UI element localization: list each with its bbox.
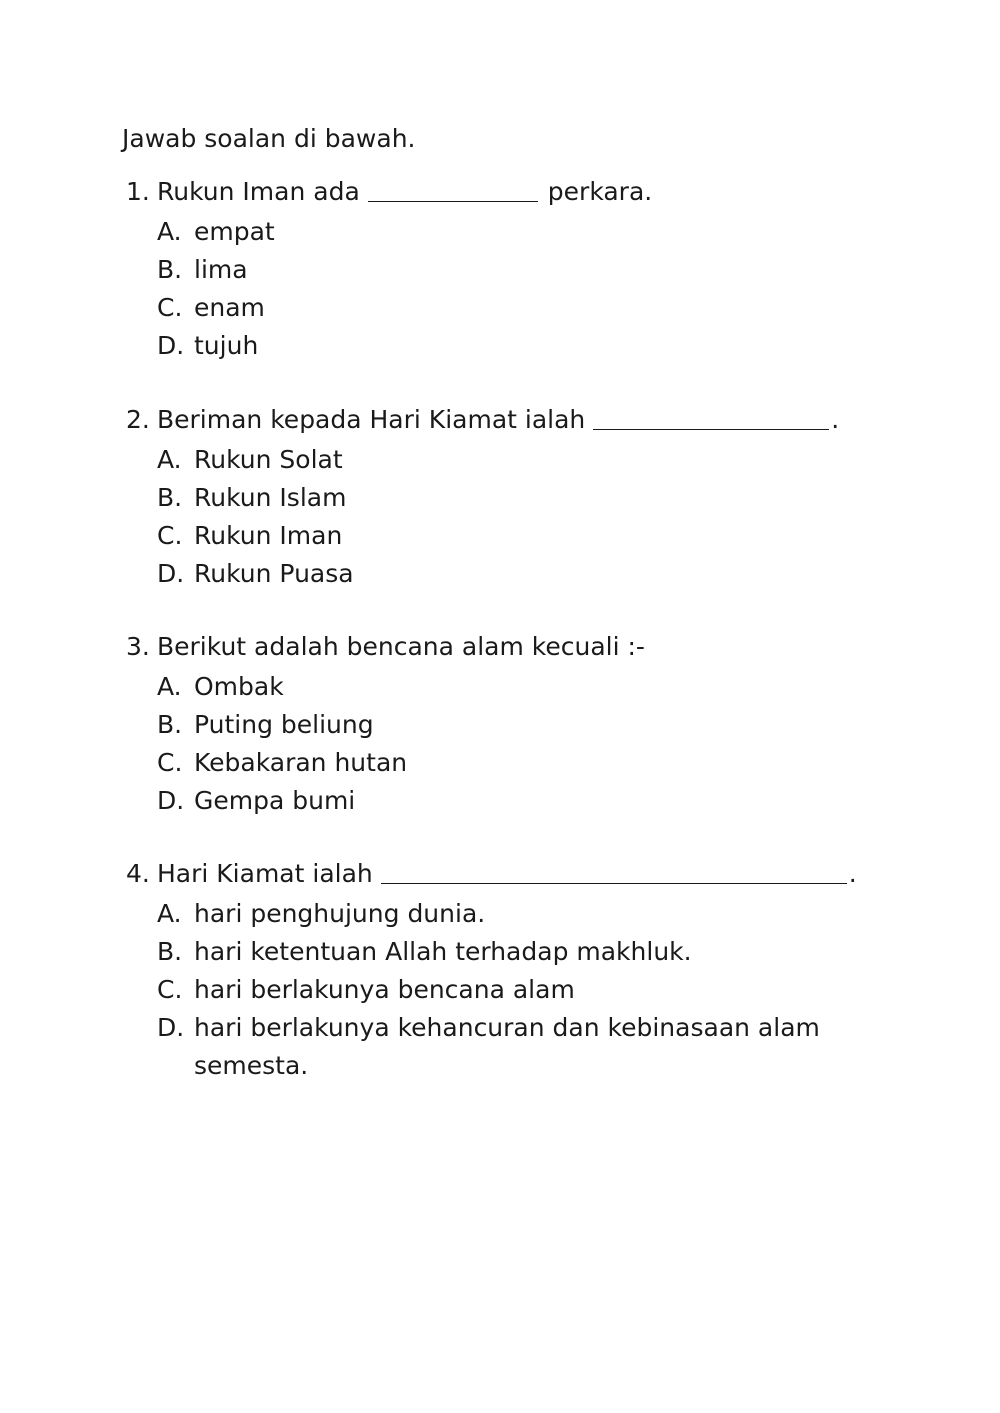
answer-blank [381, 857, 847, 884]
answer-blank [368, 175, 538, 202]
option-text: Kebakaran hutan [194, 748, 408, 777]
question-text: Hari Kiamat ialah [157, 859, 373, 888]
option-letter: A. [157, 445, 182, 474]
option-text: empat [194, 217, 275, 246]
option-letter: C. [157, 748, 183, 777]
option-letter: C. [157, 975, 183, 1004]
option-text: Rukun Solat [194, 445, 343, 474]
question-text: Rukun Iman ada [157, 177, 360, 206]
option-letter: D. [157, 331, 185, 360]
option-text: hari berlakunya bencana alam [194, 975, 575, 1004]
question-number: 3. [126, 632, 150, 661]
option-text: Rukun Puasa [194, 559, 354, 588]
option-c[interactable] [126, 971, 886, 1009]
option-letter: B. [157, 483, 183, 512]
option-letter: D. [157, 1013, 185, 1042]
option-a[interactable] [126, 441, 886, 479]
option-letter: D. [157, 559, 185, 588]
answer-blank [593, 403, 829, 430]
instruction-text: Jawab soalan di bawah. [122, 124, 416, 153]
option-text: hari ketentuan Allah terhadap makhluk. [194, 937, 692, 966]
option-text: Ombak [194, 672, 284, 701]
option-letter: B. [157, 937, 183, 966]
option-letter: A. [157, 899, 182, 928]
option-letter: D. [157, 786, 185, 815]
option-list [126, 895, 886, 1085]
question-stem [126, 175, 886, 209]
option-text: enam [194, 293, 265, 322]
option-list [126, 441, 886, 593]
option-a[interactable] [126, 213, 886, 251]
option-letter: B. [157, 255, 183, 284]
option-letter: C. [157, 293, 183, 322]
option-b[interactable] [126, 706, 886, 744]
option-text: tujuh [194, 331, 259, 360]
option-text: Gempa bumi [194, 786, 356, 815]
option-text: Rukun Iman [194, 521, 343, 550]
option-text: Puting beliung [194, 710, 374, 739]
option-c[interactable] [126, 517, 886, 555]
option-list [126, 213, 886, 365]
option-list [126, 668, 886, 820]
question-text: Berikut adalah bencana alam kecuali :- [157, 632, 645, 661]
question-text: Beriman kepada Hari Kiamat ialah [157, 405, 586, 434]
option-b[interactable] [126, 933, 886, 971]
option-text: hari penghujung dunia. [194, 899, 486, 928]
question-number: 1. [126, 177, 150, 206]
option-d[interactable] [126, 782, 886, 820]
option-text: lima [194, 255, 248, 284]
option-a[interactable] [126, 895, 886, 933]
option-c[interactable] [126, 289, 886, 327]
option-text: Rukun Islam [194, 483, 347, 512]
option-b[interactable] [126, 479, 886, 517]
option-d[interactable] [126, 327, 886, 365]
option-letter: B. [157, 710, 183, 739]
question-text-after: . [831, 405, 840, 434]
option-a[interactable] [126, 668, 886, 706]
option-letter: A. [157, 672, 182, 701]
question-text-after: perkara. [547, 177, 653, 206]
question-4 [126, 857, 886, 1085]
question-1 [126, 175, 886, 365]
option-letter: A. [157, 217, 182, 246]
question-stem [126, 857, 886, 891]
question-number: 4. [126, 859, 150, 888]
question-text-after: . [848, 859, 857, 888]
option-d[interactable] [126, 1009, 886, 1085]
option-c[interactable] [126, 744, 886, 782]
option-b[interactable] [126, 251, 886, 289]
question-number: 2. [126, 405, 150, 434]
question-2 [126, 403, 886, 593]
question-stem [126, 630, 886, 664]
option-letter: C. [157, 521, 183, 550]
question-stem [126, 403, 886, 437]
option-text: hari berlakunya kehancuran dan kebinasaan alam semesta. [194, 1013, 820, 1080]
option-d[interactable] [126, 555, 886, 593]
question-3 [126, 630, 886, 820]
